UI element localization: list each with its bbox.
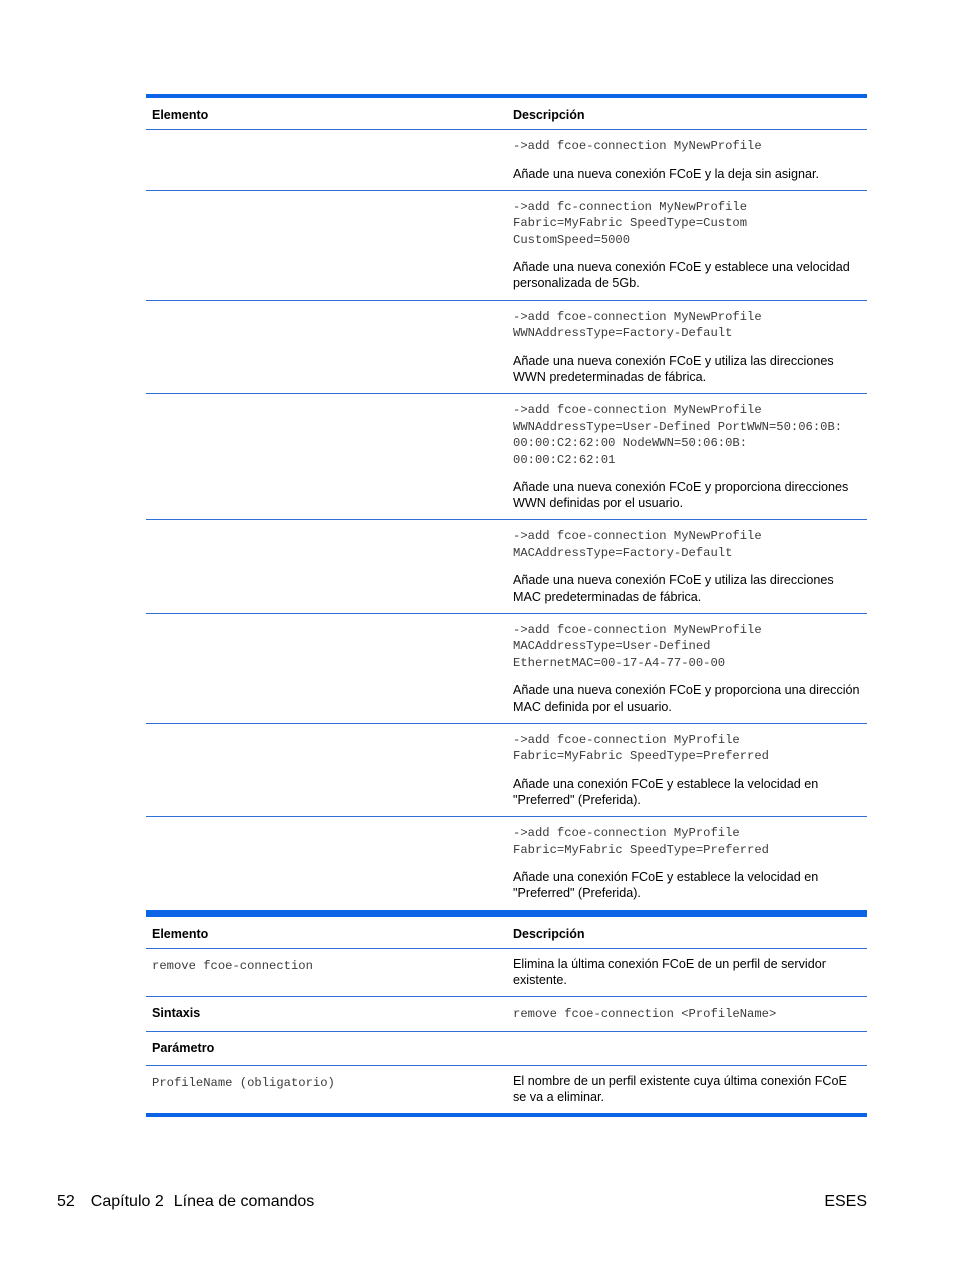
command-example: ->add fcoe-connection MyNewProfile MACAddressType=User-Defined EthernetMAC=00-17-A4-77-00-00	[513, 622, 762, 670]
table-row	[146, 817, 867, 909]
description-cell	[507, 1032, 867, 1065]
command-description: Añade una nueva conexión FCoE y establece una velocidad personalizada de 5Gb.	[513, 260, 850, 291]
table-row	[146, 130, 867, 191]
chapter-label: Capítulo 2	[90, 1193, 164, 1210]
column-header-element: Elemento	[152, 108, 209, 122]
column-header-element: Elemento	[152, 927, 209, 941]
parameter-description: El nombre de un perfil existente cuya última conexión FCoE se va a eliminar.	[513, 1073, 847, 1104]
element-cell	[146, 724, 507, 816]
table-row	[146, 1066, 867, 1113]
syntax-label: Sintaxis	[152, 1006, 201, 1021]
command-example: ->add fcoe-connection MyNewProfile MACAddressType=Factory-Default	[513, 529, 762, 560]
command-name: remove fcoe-connection	[152, 959, 313, 973]
table-row	[146, 1032, 867, 1066]
command-example: ->add fcoe-connection MyProfile Fabric=MyFabric SpeedType=Preferred	[513, 732, 769, 764]
description-cell	[507, 1066, 867, 1113]
examples-table	[146, 94, 867, 914]
command-example: ->add fcoe-connection MyNewProfile WWNAddressType=Factory-Default	[513, 309, 762, 341]
table-row	[146, 301, 867, 394]
element-cell	[146, 520, 507, 612]
element-cell	[146, 1032, 507, 1065]
command-example: ->add fcoe-connection MyNewProfile WWNAddressType=User-Defined PortWWN=50:06:0B: 00:00:C2:62:00 NodeWWN=50:06:0B: 00:00:C2:62:01	[513, 403, 843, 467]
command-description: Añade una conexión FCoE y establece la velocidad en "Preferred" (Preferida).	[513, 776, 819, 807]
chapter-title: Línea de comandos	[173, 1193, 315, 1210]
element-cell	[146, 301, 507, 393]
parameter-label: Parámetro	[152, 1040, 215, 1055]
parameter-name: ProfileName (obligatorio)	[152, 1075, 335, 1090]
column-header-description: Descripción	[513, 108, 585, 122]
command-example: ->add fcoe-connection MyNewProfile	[513, 139, 762, 153]
table-header	[146, 98, 867, 130]
command-description: Añade una nueva conexión FCoE y proporciona una dirección MAC definida por el usuario.	[513, 683, 860, 714]
element-cell	[146, 130, 507, 190]
column-header-description: Descripción	[513, 927, 585, 941]
command-example: ->add fcoe-connection MyProfile Fabric=MyFabric SpeedType=Preferred	[513, 826, 769, 857]
command-description: Añade una nueva conexión FCoE y utiliza las direcciones MAC predeterminadas de fábrica.	[513, 573, 834, 604]
description-cell	[507, 949, 867, 996]
description-cell	[507, 394, 867, 519]
element-cell	[146, 949, 507, 996]
table-row	[146, 997, 867, 1031]
description-cell	[507, 724, 867, 816]
table-row	[146, 394, 867, 520]
description-cell	[507, 130, 867, 190]
page-footer	[57, 1192, 314, 1212]
description-cell	[507, 817, 867, 909]
table-header	[146, 917, 867, 949]
description-cell	[507, 614, 867, 723]
element-cell	[146, 394, 507, 519]
element-cell	[146, 614, 507, 723]
element-cell	[146, 817, 507, 909]
syntax-value: remove fcoe-connection <ProfileName>	[513, 1007, 777, 1022]
element-cell	[146, 191, 507, 300]
description-cell	[507, 520, 867, 612]
page-number: 52	[57, 1193, 75, 1210]
description-cell	[507, 997, 867, 1030]
table-row	[146, 614, 867, 724]
element-cell	[146, 1066, 507, 1113]
description-cell	[507, 191, 867, 300]
command-description: Añade una nueva conexión FCoE y utiliza las direcciones WWN predeterminadas de fábrica.	[513, 353, 834, 384]
table-row	[146, 724, 867, 817]
remove-fcoe-connection-table	[146, 913, 867, 1117]
table-row	[146, 949, 867, 997]
command-example: ->add fc-connection MyNewProfile Fabric=MyFabric SpeedType=Custom CustomSpeed=5000	[513, 199, 748, 247]
command-description: Añade una nueva conexión FCoE y la deja sin asignar.	[513, 166, 819, 181]
command-description: Elimina la última conexión FCoE de un perfil de servidor existente.	[513, 957, 826, 988]
command-description: Añade una nueva conexión FCoE y proporciona direcciones WWN definidas por el usuario.	[513, 480, 849, 511]
table-row	[146, 520, 867, 613]
table-row	[146, 191, 867, 301]
locale-code: ESES	[824, 1193, 867, 1210]
command-description: Añade una conexión FCoE y establece la velocidad en "Preferred" (Preferida).	[513, 870, 819, 901]
element-cell	[146, 997, 507, 1030]
description-cell	[507, 301, 867, 393]
